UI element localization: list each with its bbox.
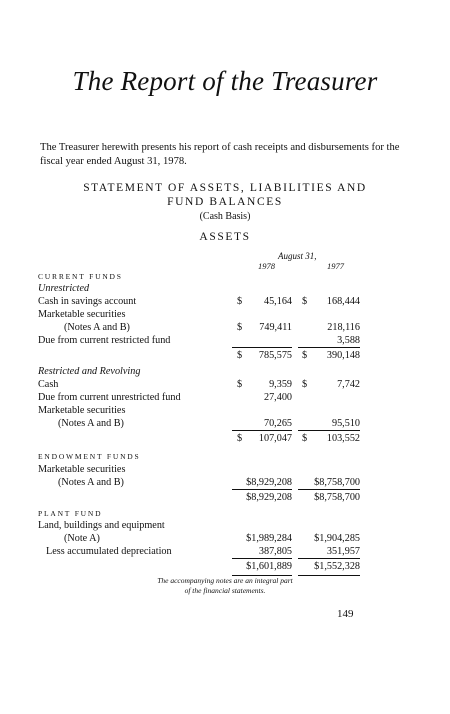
table-row	[0, 546, 450, 559]
table-row-total	[0, 561, 450, 574]
row-label: (Notes A and B)	[64, 322, 130, 333]
value-1977: 168,444	[326, 296, 360, 307]
subtotal-rule	[232, 558, 292, 559]
row-label: Less accumulated depreciation	[46, 546, 172, 557]
subtotal-rule	[298, 430, 360, 431]
dollar-sign: $	[302, 296, 308, 307]
value-1977: $8,758,700	[314, 492, 360, 503]
table-row	[0, 335, 450, 348]
value-1978: 9,359	[269, 379, 292, 390]
value-1978: 27,400	[263, 392, 292, 403]
statement-line-2: FUND BALANCES	[167, 195, 283, 208]
value-1977: 218,116	[327, 322, 360, 333]
footnote	[0, 576, 450, 596]
value-1977: $1,904,285	[314, 533, 360, 544]
subtotal-rule	[298, 558, 360, 559]
unrestricted-subheading-row	[0, 283, 450, 296]
dollar-sign: $	[237, 379, 243, 390]
intro-paragraph: The Treasurer herewith presents his report of cash receipts and disbursements for the fiscal year ended August 31, 1978.	[40, 142, 400, 167]
statement-line-1: STATEMENT OF ASSETS, LIABILITIES AND	[83, 182, 367, 194]
table-row	[0, 520, 450, 533]
table-row-total	[0, 492, 450, 505]
footnote-line-1: The accompanying notes are an integral part	[157, 576, 293, 585]
subtotal-rule	[232, 347, 292, 348]
row-label: Marketable securities	[38, 464, 126, 475]
value-1977: 103,552	[326, 433, 360, 444]
table-row-total	[0, 433, 450, 446]
value-1978: 785,575	[258, 350, 292, 361]
value-1977: $8,758,700	[314, 477, 360, 488]
footnote-line-2: of the financial statements.	[184, 586, 266, 595]
value-1978: 70,265	[263, 418, 292, 429]
subsection-heading: Restricted and Revolving	[38, 366, 141, 377]
row-label: (Note A)	[64, 533, 100, 544]
value-1978: 107,047	[258, 433, 292, 444]
dollar-sign: $	[237, 296, 243, 307]
row-label: Marketable securities	[38, 309, 126, 320]
value-1978: 749,411	[259, 322, 292, 333]
column-year-1977: 1977	[327, 261, 344, 271]
restricted-subheading-row	[0, 366, 450, 379]
table-row	[0, 309, 450, 322]
subsection-heading: Unrestricted	[38, 283, 90, 294]
section-heading: ENDOWMENT FUNDS	[38, 452, 141, 461]
statement-heading	[0, 182, 450, 209]
row-label: (Notes A and B)	[58, 477, 124, 488]
row-label: Due from current unrestricted fund	[38, 392, 181, 403]
page-title: The Report of the Treasurer	[72, 66, 378, 96]
table-row-total	[0, 350, 450, 363]
subtotal-rule	[232, 430, 292, 431]
row-label: Marketable securities	[38, 405, 126, 416]
table-row	[0, 477, 450, 490]
dollar-sign: $	[302, 433, 308, 444]
dollar-sign: $	[302, 350, 308, 361]
page-number: 149	[337, 608, 354, 620]
table-row	[0, 392, 450, 405]
value-1977: 390,148	[326, 350, 360, 361]
row-label: Cash in savings account	[38, 296, 137, 307]
table-row	[0, 296, 450, 309]
value-1978: $8,929,208	[246, 477, 292, 488]
cash-basis-label: (Cash Basis)	[199, 211, 251, 222]
table-row	[0, 464, 450, 477]
table-row	[0, 322, 450, 335]
table-row	[0, 418, 450, 431]
row-label: Due from current restricted fund	[38, 335, 171, 346]
value-1978: $1,601,889	[246, 561, 292, 572]
dollar-sign: $	[237, 322, 243, 333]
value-1978: $1,989,284	[246, 533, 292, 544]
dollar-sign: $	[237, 350, 243, 361]
table-row	[0, 379, 450, 392]
value-1977: $1,552,328	[314, 561, 360, 572]
row-label: (Notes A and B)	[58, 418, 124, 429]
dollar-sign: $	[237, 433, 243, 444]
value-1978: 387,805	[258, 546, 292, 557]
section-heading: CURRENT FUNDS	[38, 272, 123, 281]
value-1978: $8,929,208	[246, 492, 292, 503]
assets-heading: ASSETS	[199, 231, 251, 243]
row-label: Land, buildings and equipment	[38, 520, 165, 531]
subtotal-rule	[298, 347, 360, 348]
subtotal-rule	[232, 489, 292, 490]
section-heading: PLANT FUND	[38, 509, 103, 518]
table-row	[0, 405, 450, 418]
value-1978: 45,164	[263, 296, 292, 307]
dollar-sign: $	[302, 379, 308, 390]
value-1977: 3,588	[337, 335, 360, 346]
table-row	[0, 533, 450, 546]
column-date-header: August 31,	[278, 251, 317, 261]
row-label: Cash	[38, 379, 59, 390]
column-year-1978: 1978	[258, 261, 275, 271]
value-1977: 95,510	[331, 418, 360, 429]
value-1977: 351,957	[326, 546, 360, 557]
value-1977: 7,742	[337, 379, 360, 390]
subtotal-rule	[298, 489, 360, 490]
